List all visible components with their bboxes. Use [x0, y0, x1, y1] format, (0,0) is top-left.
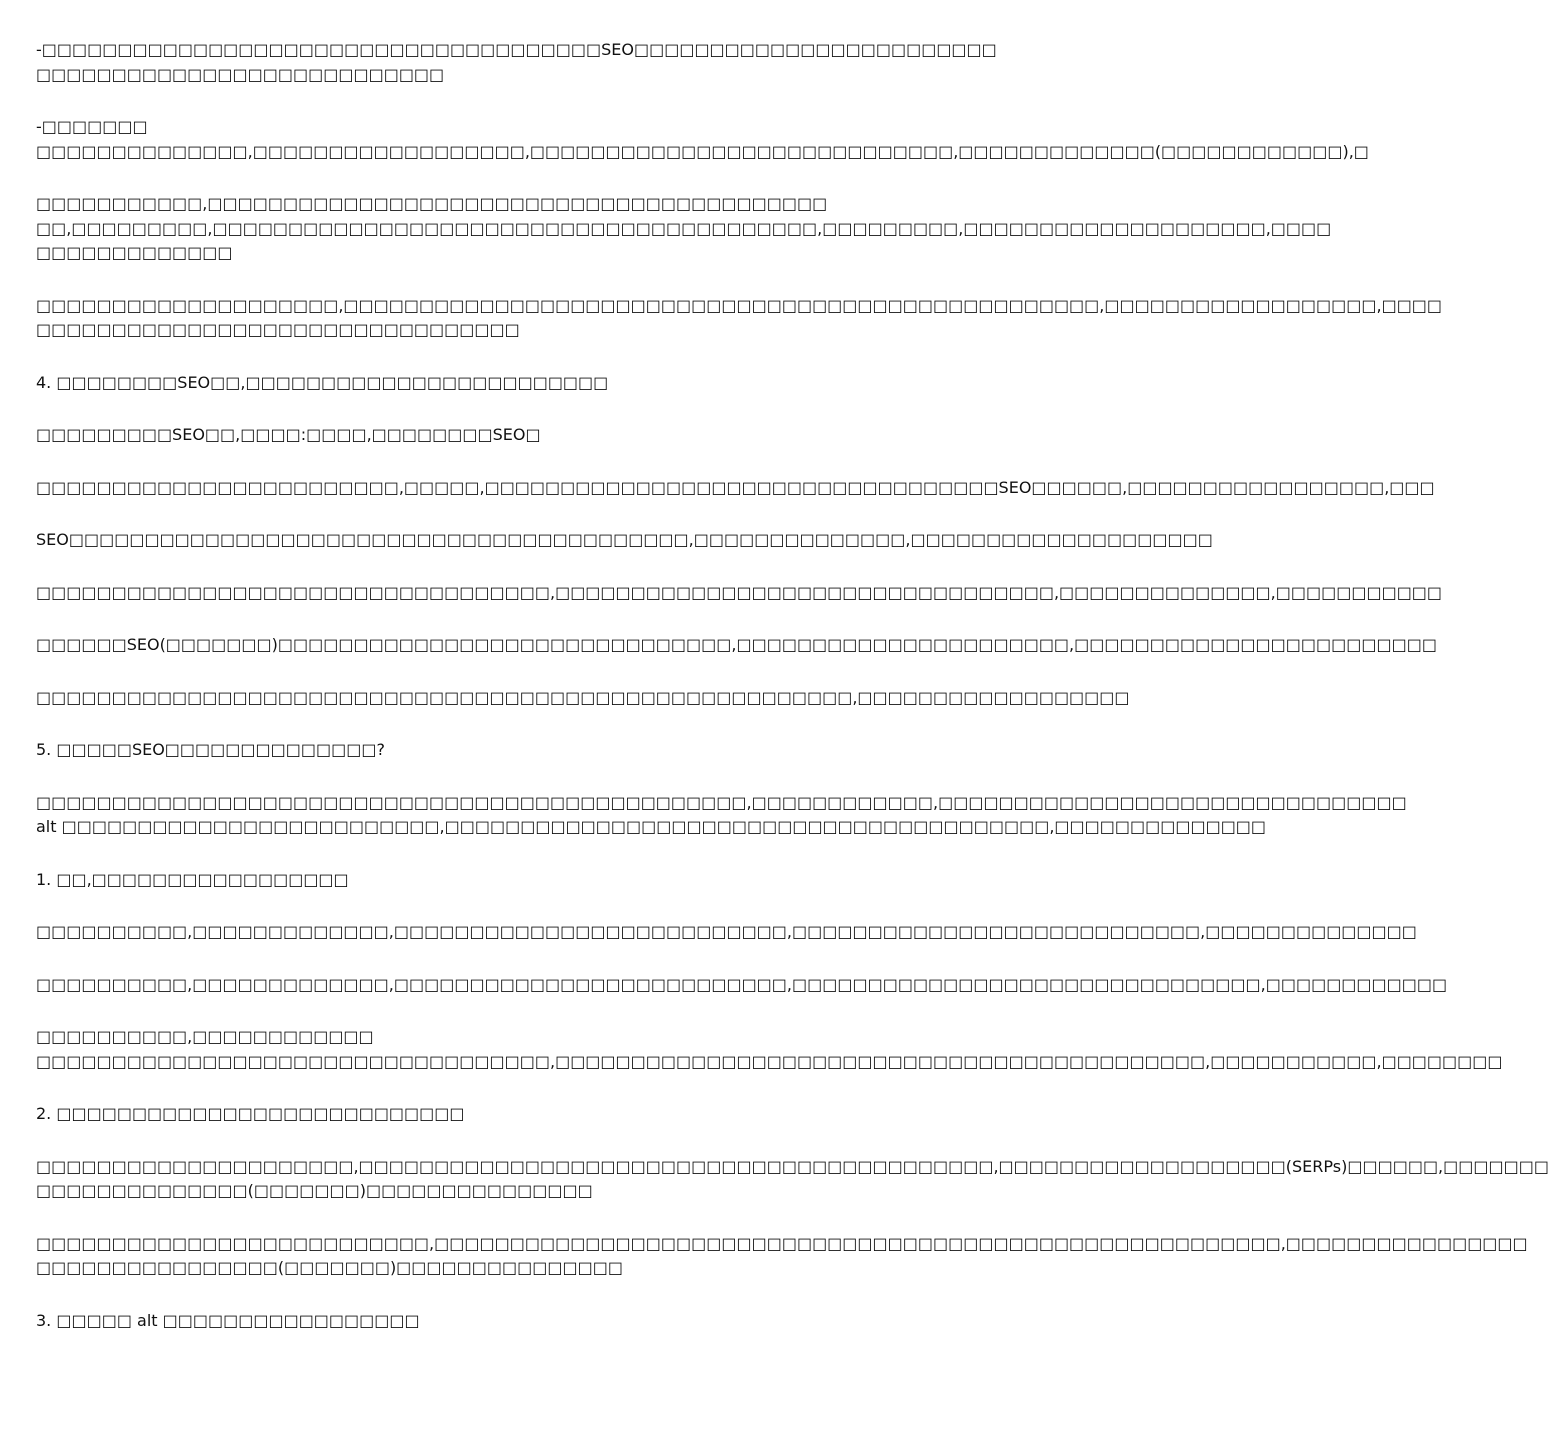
paragraph-line: alt □□□□□□□□□□□□□□□□□□□□□□□□□,□□□□□□□□□□□□□□□□□□□□□□□□□□□□□□□□□□□□□□□□,□□□□□□□□□□□□□□ [36, 817, 1267, 836]
paragraph-line: □□□□□□□□□□□□□□□□□□□□□□□□□□□□□□□□□□,□□□□□□□□□□□□□□□□□□□□□□□□□□□□□□□□□□□□□□□□□□□,□□□□□□□□□□□,□□□□□□□□ [36, 1051, 1503, 1071]
paragraph [36, 686, 1130, 711]
paragraph [36, 476, 1435, 501]
paragraph-line: 3. □□□□□ alt □□□□□□□□□□□□□□□□□ [36, 1310, 420, 1330]
paragraph-line: □□□□□□□□□□□□□□(□□□□□□□)□□□□□□□□□□□□□□□ [36, 1181, 593, 1200]
paragraph [36, 1232, 1528, 1281]
paragraph-line: □□□□□□SEO(□□□□□□□)□□□□□□□□□□□□□□□□□□□□□□□□□□□□□□,□□□□□□□□□□□□□□□□□□□□□□,□□□□□□□□□□□□□□□□□□□□□□□□ [36, 635, 1437, 654]
paragraph-line: □□,□□□□□□□□□,□□□□□□□□□□□□□□□□□□□□□□□□□□□□□□□□□□□□□□□□,□□□□□□□□□,□□□□□□□□□□□□□□□□□□□□,□□□□ [36, 218, 1332, 238]
paragraph-line: □□□□□□□□□□□□□□□□□□□□,□□□□□□□□□□□□□□□□□□□□□□□□□□□□□□□□□□□□□□□□□□□□□□□□□□,□□□□□□□□□□□□□□□□□□,□□□□ [36, 295, 1443, 315]
paragraph-line: □□□□□□□□□SEO□□,□□□□:□□□□,□□□□□□□□SEO□ [36, 425, 541, 444]
paragraph-line: □□□□□□□□□□□□□□□□□□□□□□□□□□□□□□□□ [36, 320, 520, 339]
paragraph [36, 38, 997, 87]
paragraph-line: SEO□□□□□□□□□□□□□□□□□□□□□□□□□□□□□□□□□□□□□□□□□,□□□□□□□□□□□□□□,□□□□□□□□□□□□□□□□□□□□ [36, 530, 1213, 549]
paragraph [36, 528, 1213, 553]
paragraph-line: □□□□□□□□□□□□□ [36, 243, 233, 262]
paragraph-line: □□□□□□□□□□□□□□□□□□□□□,□□□□□□□□□□□□□□□□□□□□□□□□□□□□□□□□□□□□□□□□□□,□□□□□□□□□□□□□□□□□□□(SERPs)□□□□□□,□□□□□□□ [36, 1156, 1549, 1176]
paragraph [36, 423, 990, 448]
paragraph [36, 738, 990, 763]
paragraph [36, 791, 1407, 840]
paragraph [36, 115, 1369, 164]
paragraph-line: □□□□□□□□□□□□□□□□□□□□□□□□,□□□□□,□□□□□□□□□□□□□□□□□□□□□□□□□□□□□□□□□□SEO□□□□□□,□□□□□□□□□□□□□□□□□,□□□ [36, 477, 1435, 497]
paragraph [36, 294, 1443, 343]
paragraph [36, 973, 1448, 998]
paragraph-line: □□□□□□□□□□□□□□,□□□□□□□□□□□□□□□□□□,□□□□□□□□□□□□□□□□□□□□□□□□□□□□,□□□□□□□□□□□□□(□□□□□□□□□□□□),□ [36, 141, 1369, 161]
paragraph [36, 1025, 1503, 1074]
paragraph [36, 633, 1437, 658]
paragraph [36, 371, 990, 396]
paragraph [36, 581, 1443, 606]
paragraph-line: 2. □□□□□□□□□□□□□□□□□□□□□□□□□□□ [36, 1104, 465, 1123]
paragraph-line: □□□□□□□□□□,□□□□□□□□□□□□ [36, 1027, 374, 1046]
paragraph [36, 920, 1417, 945]
paragraph-line: -□□□□□□□□□□□□□□□□□□□□□□□□□□□□□□□□□□□□□SEO□□□□□□□□□□□□□□□□□□□□□□□□ [36, 40, 997, 59]
paragraph [36, 192, 1332, 266]
document-page [36, 38, 1549, 1361]
paragraph [36, 1102, 990, 1127]
paragraph-line: 1. □□,□□□□□□□□□□□□□□□□□ [36, 869, 349, 889]
paragraph-line: □□□□□□□□□□□□□□□□□□□□□□□□□□,□□□□□□□□□□□□□□□□□□□□□□□□□□□□□□□□□□□□□□□□□□□□□□□□□□□□□□□□,□□□□□□□□□□□□□□□□ [36, 1233, 1528, 1253]
paragraph [36, 1309, 990, 1334]
paragraph-line: □□□□□□□□□□□□□□□□□□□□□□□□□□□□□□□□□□□□□□□□□□□□□□□,□□□□□□□□□□□□,□□□□□□□□□□□□□□□□□□□□□□□□□□□□□□□ [36, 792, 1407, 812]
paragraph-line: □□□□□□□□□□□□□□□□□□□□□□□□□□□□□□□□□□□□□□□□□□□□□□□□□□□□□□,□□□□□□□□□□□□□□□□□□ [36, 687, 1130, 707]
paragraph-line: □□□□□□□□□□□□□□□□(□□□□□□□)□□□□□□□□□□□□□□□ [36, 1258, 623, 1277]
paragraph-line: □□□□□□□□□□,□□□□□□□□□□□□□,□□□□□□□□□□□□□□□□□□□□□□□□□□,□□□□□□□□□□□□□□□□□□□□□□□□□□□,□□□□□□□□□□□□□□ [36, 922, 1417, 941]
paragraph-line: -□□□□□□□ [36, 117, 148, 136]
paragraph-line: □□□□□□□□□□□,□□□□□□□□□□□□□□□□□□□□□□□□□□□□□□□□□□□□□□□□□ [36, 194, 828, 213]
paragraph-line: □□□□□□□□□□,□□□□□□□□□□□□□,□□□□□□□□□□□□□□□□□□□□□□□□□□,□□□□□□□□□□□□□□□□□□□□□□□□□□□□□□□,□□□□□□□□□□□□ [36, 974, 1448, 994]
paragraph [36, 1155, 1549, 1204]
paragraph [36, 868, 990, 893]
paragraph-line: □□□□□□□□□□□□□□□□□□□□□□□□□□□ [36, 64, 445, 84]
paragraph-line: 4. □□□□□□□□SEO□□,□□□□□□□□□□□□□□□□□□□□□□□□ [36, 372, 609, 392]
paragraph-line: 5. □□□□□SEO□□□□□□□□□□□□□□? [36, 740, 385, 759]
paragraph-line: □□□□□□□□□□□□□□□□□□□□□□□□□□□□□□□□□□,□□□□□□□□□□□□□□□□□□□□□□□□□□□□□□□□□,□□□□□□□□□□□□□□,□□□□□□□□□□□ [36, 582, 1443, 602]
